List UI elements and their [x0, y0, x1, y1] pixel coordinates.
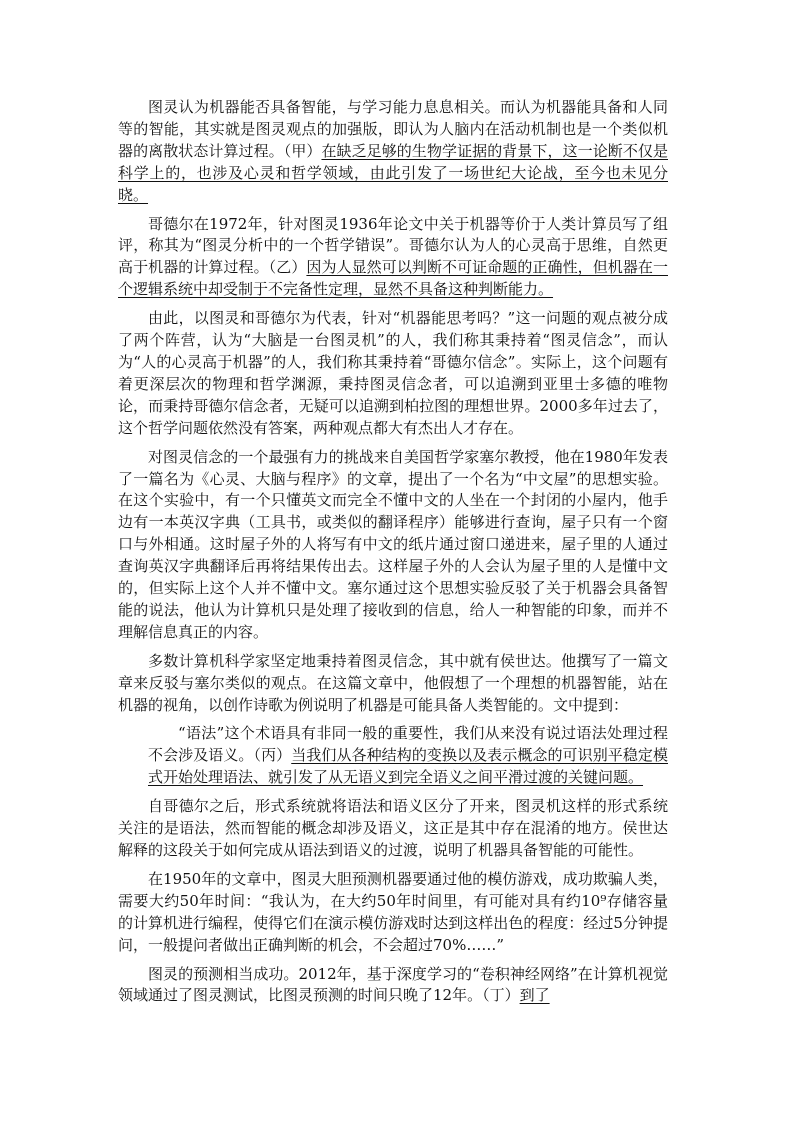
- paragraph-5-text: 多数计算机科学家坚定地秉持着图灵信念，其中就有侯世达。他撰写了一篇文章来反驳与塞尔类似的观点。在这篇文章中，他假想了一个理想的机器智能，站在机器的视角，以创作诗歌为例说明了机器是可能具备人类智能的。文中提到：: [118, 651, 668, 714]
- paragraph-3: [118, 308, 668, 439]
- paragraph-9-underlined-text: 到了: [519, 986, 550, 1005]
- block-quote: [118, 723, 668, 789]
- paragraph-1-underlined-text: 在缺乏足够的生物学证据的背景下，这一论断不仅是科学上的，也涉及心灵和哲学领域，由此引发了一场世纪大论战，至今也未见分晓。: [118, 141, 668, 204]
- paragraph-2-text: 哥德尔在1972年，针对图灵1936年论文中关于机器等价于人类计算员写了组评，称其为“图灵分析中的一个哲学错误”。哥德尔认为人的心灵高于思维，自然更高于机器的计算过程。（乙）: [118, 214, 668, 277]
- paragraph-5: [118, 651, 668, 717]
- paragraph-1: [118, 97, 668, 207]
- paragraph-8-text: 在1950年的文章中，图灵大胆预测机器要通过他的模仿游戏，成功欺骗人类，需要大约50年时间：“我认为，在大约50年时间里，有可能对具有约10⁹存储容量的计算机进行编程，使得它们在演示模仿游戏时达到这样出色的程度：经过5分钟提问，一般提问者做出正确判断的机会，不会超过70%……”: [118, 869, 668, 954]
- block-quote-underlined-text: 当我们从各种结构的变换以及表示概念的可识别平稳定模式开始处理语法、就引发了从无语义到完全语义之间平滑过渡的关键问题。: [148, 746, 668, 787]
- paragraph-9: [118, 964, 668, 1008]
- paragraph-3-text: 由此，以图灵和哥德尔为代表，针对“机器能思考吗？”这一问题的观点被分成了两个阵营，认为“大脑是一台图灵机”的人，我们称其秉持着“图灵信念”，而认为“人的心灵高于机器”的人，我们称其秉持着“哥德尔信念”。实际上，这个问题有着更深层次的物理和哲学渊源，秉持图灵信念者，可以追溯到亚里士多德的唯物论，而秉持哥德尔信念者，无疑可以追溯到柏拉图的理想世界。2000多年过去了，这个哲学问题依然没有答案，两种观点都大有杰出人才存在。: [118, 309, 668, 437]
- paragraph-2: [118, 214, 668, 302]
- paragraph-7: [118, 796, 668, 862]
- document-page: [118, 97, 668, 1014]
- paragraph-7-text: 自哥德尔之后，形式系统就将语法和语义区分了开来，图灵机这样的形式系统关注的是语法，然而智能的概念却涉及语义，这正是其中存在混淆的地方。侯世达解释的这段关于如何完成从语法到语义的过渡，说明了机器具备智能的可能性。: [118, 797, 668, 859]
- paragraph-1-text: 图灵认为机器能否具备智能，与学习能力息息相关。而认为机器能具备和人同等的智能，其实就是图灵观点的加强版，即认为人脑内在活动机制也是一个类似机器的离散状态计算过程。（甲）: [118, 98, 668, 160]
- paragraph-8: [118, 869, 668, 957]
- paragraph-2-underlined-text: 因为人显然可以判断不可证命题的正确性，但机器在一个逻辑系统中却受制于不完备性定理，显然不具备这种判断能力。: [118, 258, 668, 299]
- block-quote-text: “语法”这个术语具有非同一般的重要性，我们从来没有说过语法处理过程不会涉及语义。（丙）: [148, 724, 668, 765]
- paragraph-4-text: 对图灵信念的一个最强有力的挑战来自美国哲学家塞尔教授，他在1980年发表了一篇名为《心灵、大脑与程序》的文章，提出了一个名为“中文屋”的思想实验。在这个实验中，有一个只懂英文而完全不懂中文的人坐在一个封闭的小屋内，他手边有一本英汉字典（工具书，或类似的翻译程序）能够进行查询，屋子只有一个窗口与外相通。这时屋子外的人将写有中文的纸片通过窗口递进来，屋子里的人通过查询英汉字典翻译后再将结果传出去。这样屋子外的人会认为屋子里的人是懂中文的，但实际上这个人并不懂中文。塞尔通过这个思想实验反驳了关于机器会具备智能的说法，他认为计算机只是处理了接收到的信息，给人一种智能的印象，而并不理解信息真正的内容。: [118, 447, 668, 641]
- paragraph-9-text: 图灵的预测相当成功。2012年，基于深度学习的“卷积神经网络”在计算机视觉领域通过了图灵测试，比图灵预测的时间只晚了12年。（丁）: [118, 964, 668, 1005]
- paragraph-4: [118, 447, 668, 644]
